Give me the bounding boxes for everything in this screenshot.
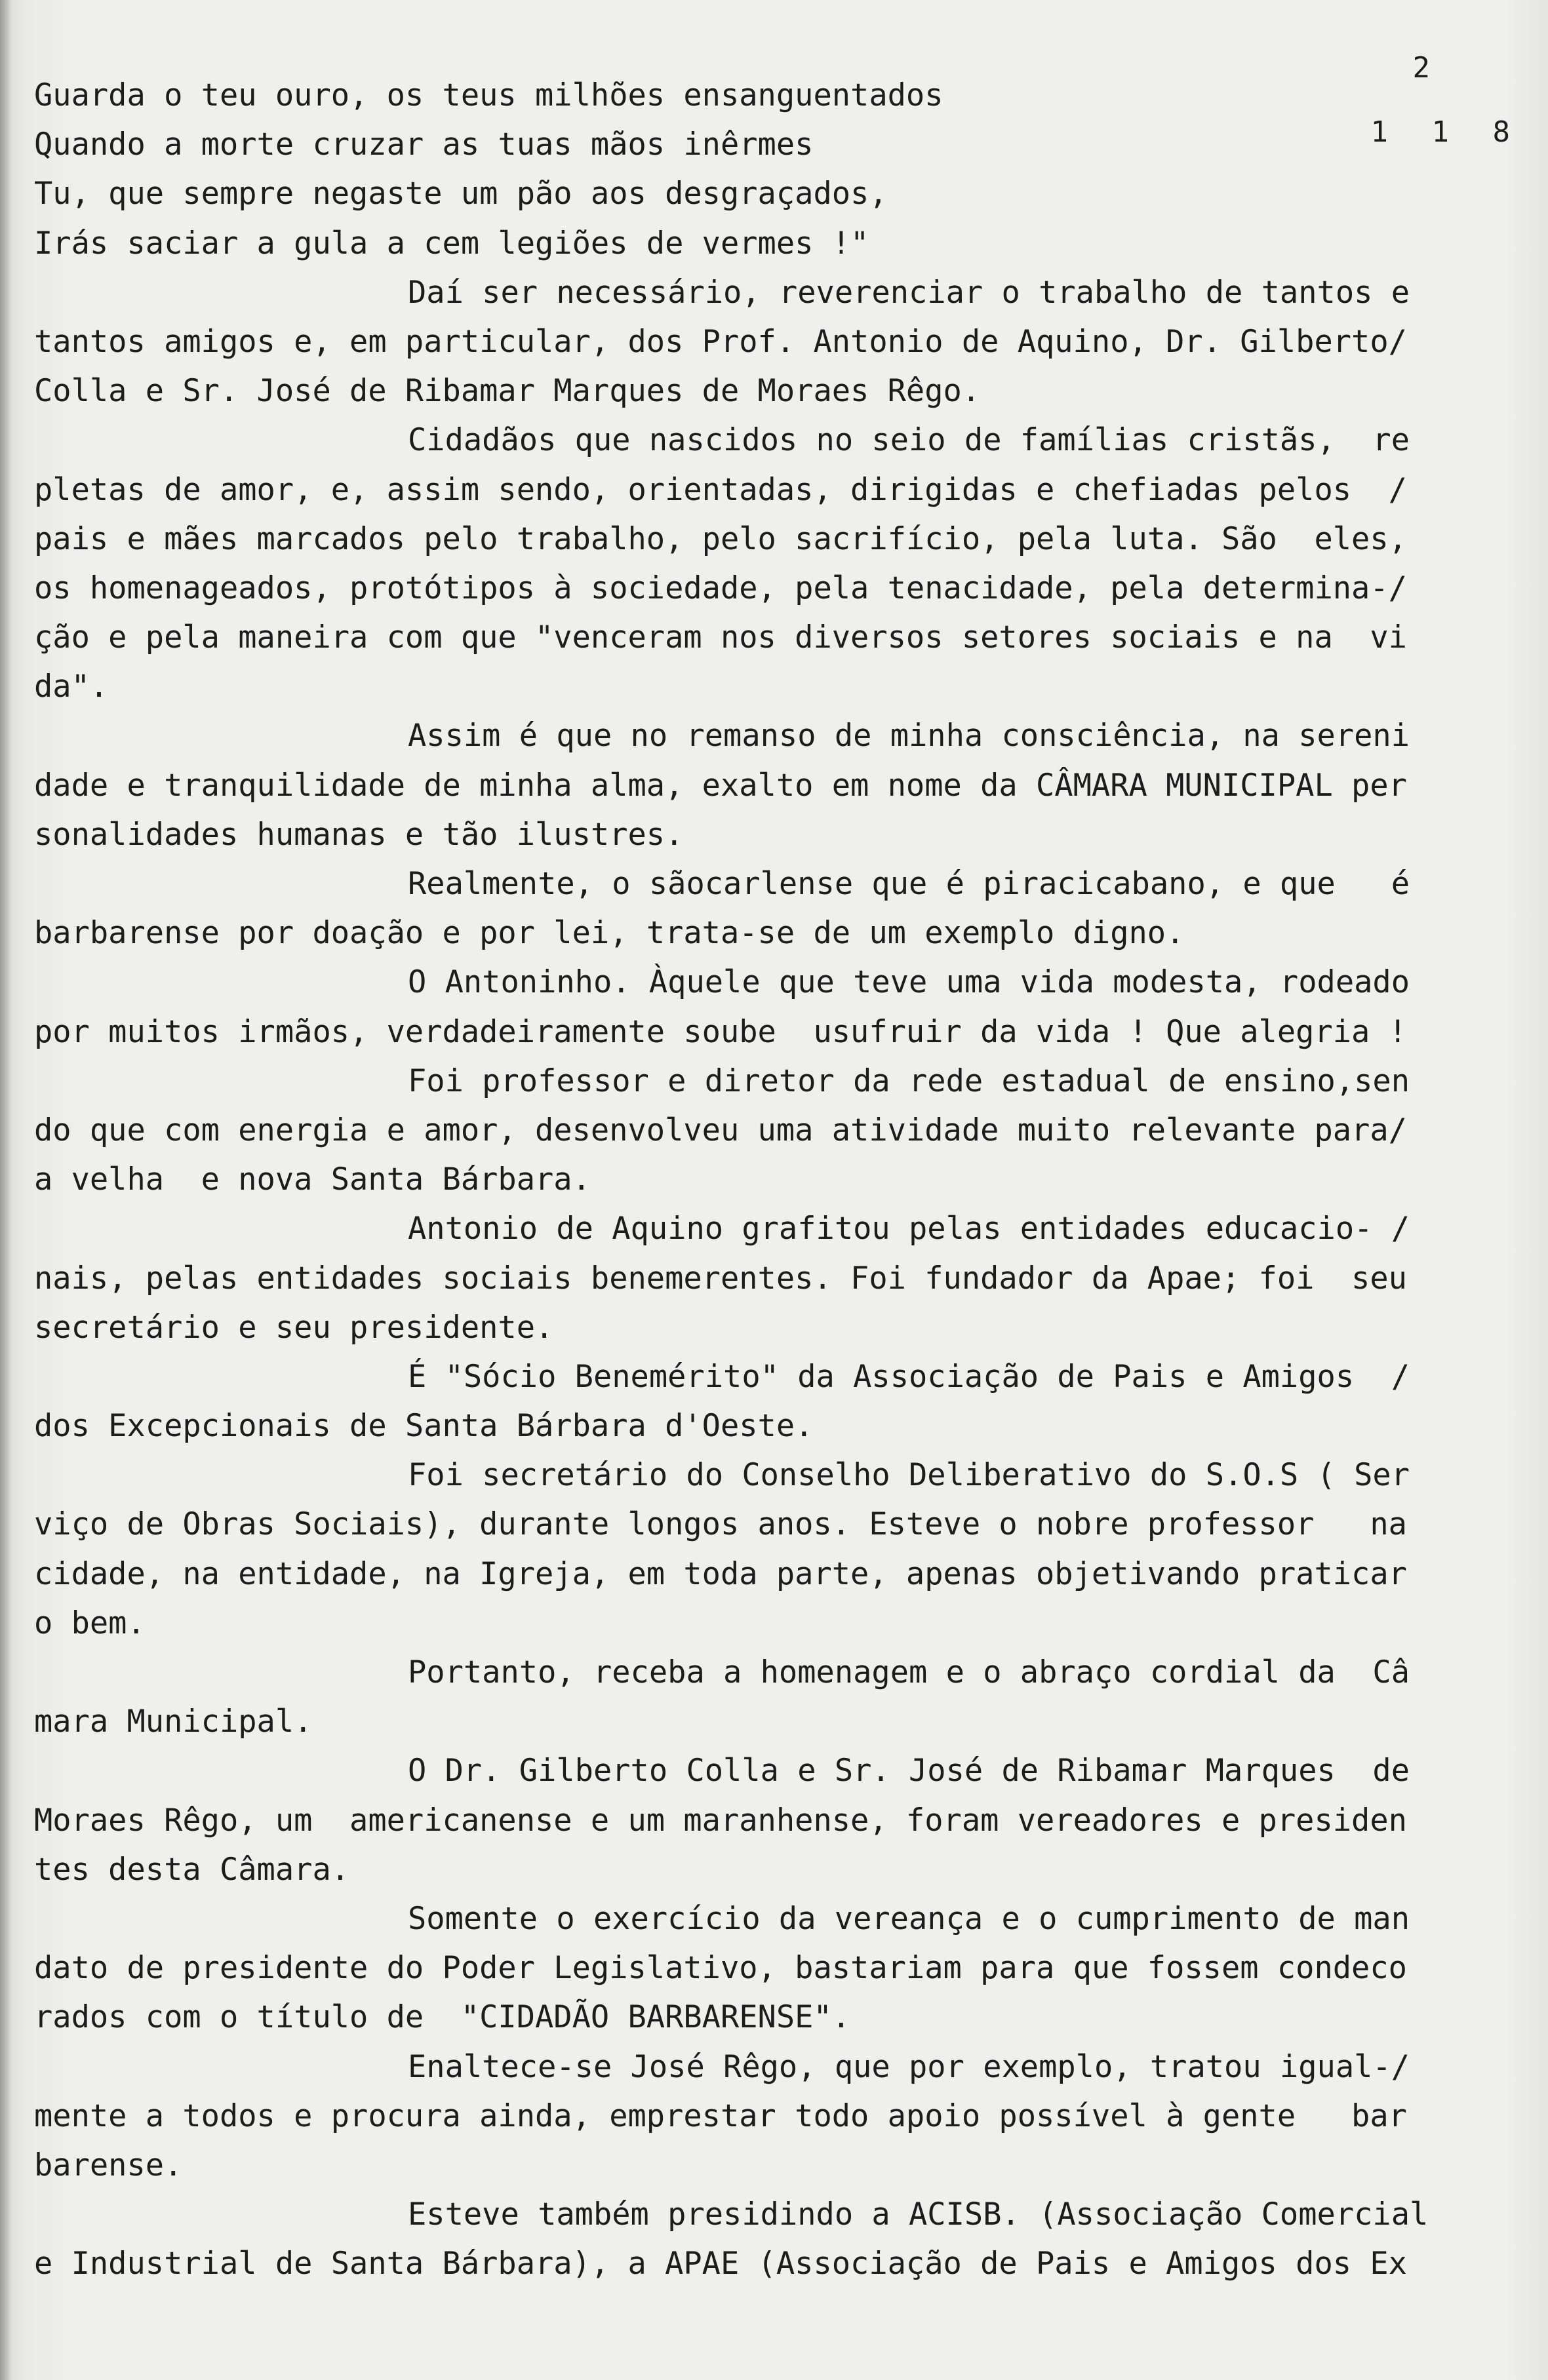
text-line: Tu, que sempre negaste um pão aos desgraçados, [34, 176, 888, 212]
text-line: Cidadãos que nascidos no seio de famílias cristãs, re [408, 422, 1410, 459]
text-line: do que com energia e amor, desenvolveu uma atividade muito relevante para/ [34, 1112, 1407, 1148]
text-line: rados com o título de "CIDADÃO BARBARENSE". [34, 1999, 851, 2036]
text-line: Enaltece-se José Rêgo, que por exemplo, tratou igual-/ [408, 2048, 1410, 2085]
text-line: os homenageados, protótipos à sociedade, pela tenacidade, pela determina-/ [34, 570, 1407, 606]
text-line: O Antoninho. Àquele que teve uma vida modesta, rodeado [408, 964, 1410, 1001]
text-line: pais e mães marcados pelo trabalho, pelo sacrifício, pela luta. São eles, [34, 520, 1407, 557]
text-line: nais, pelas entidades sociais benemerentes. Foi fundador da Apae; foi seu [34, 1260, 1407, 1297]
text-line: tantos amigos e, em particular, dos Prof. Antonio de Aquino, Dr. Gilberto/ [34, 323, 1407, 360]
text-line: pletas de amor, e, assim sendo, orientadas, dirigidas e chefiadas pelos / [34, 471, 1407, 508]
text-line: mente a todos e procura ainda, emprestar todo apoio possível à gente bar [34, 2097, 1407, 2134]
text-line: Somente o exercício da vereança e o cumprimento de man [408, 1900, 1410, 1937]
text-line: a velha e nova Santa Bárbara. [34, 1161, 591, 1198]
text-line: Colla e Sr. José de Ribamar Marques de Moraes Rêgo. [34, 373, 981, 410]
text-line: o bem. [34, 1605, 146, 1641]
text-line: viço de Obras Sociais), durante longos anos. Esteve o nobre professor na [34, 1506, 1407, 1543]
text-line: Guarda o teu ouro, os teus milhões ensanguentados [34, 77, 943, 113]
text-line: É "Sócio Benemérito" da Associação de Pais e Amigos / [408, 1358, 1410, 1395]
text-line: da". [34, 669, 109, 705]
text-line: dato de presidente do Poder Legislativo, bastariam para que fossem condeco [34, 1950, 1407, 1987]
text-line: mara Municipal. [34, 1704, 313, 1740]
text-line: ção e pela maneira com que "venceram nos diversos setores sociais e na vi [34, 619, 1407, 656]
text-line: Realmente, o sãocarlense que é piracicabano, e que é [408, 866, 1410, 902]
text-line: barbarense por doação e por lei, trata-se de um exemplo digno. [34, 915, 1185, 952]
text-line: tes desta Câmara. [34, 1851, 350, 1888]
text-line: Portanto, receba a homenagem e o abraço cordial da Câ [408, 1654, 1410, 1690]
text-line: e Industrial de Santa Bárbara), a APAE (Associação de Pais e Amigos dos Ex [34, 2246, 1407, 2282]
text-line: Antonio de Aquino grafitou pelas entidades educacio- / [408, 1211, 1410, 1247]
text-line: O Dr. Gilberto Colla e Sr. José de Ribamar Marques de [408, 1753, 1410, 1789]
text-line: Irás saciar a gula a cem legiões de vermes !" [34, 225, 869, 262]
text-line: Quando a morte cruzar as tuas mãos inêrmes [34, 127, 814, 163]
text-line: barense. [34, 2147, 183, 2183]
text-line: cidade, na entidade, na Igreja, em toda parte, apenas objetivando praticar [34, 1555, 1407, 1592]
text-line: dade e tranquilidade de minha alma, exalto em nome da CÂMARA MUNICIPAL per [34, 767, 1407, 804]
text-line: sonalidades humanas e tão ilustres. [34, 816, 684, 853]
text-line: Foi secretário do Conselho Deliberativo do S.O.S ( Ser [408, 1457, 1410, 1494]
text-line: dos Excepcionais de Santa Bárbara d'Oeste. [34, 1408, 814, 1445]
page-number: 2 [1412, 51, 1431, 85]
text-line: Assim é que no remanso de minha consciência, na sereni [408, 718, 1410, 754]
page-edge-shadow [0, 0, 12, 2380]
text-line: por muitos irmãos, verdadeiramente soube usufruir da vida ! Que alegria ! [34, 1013, 1407, 1050]
body-text [34, 71, 1483, 2288]
folio-number: 1 1 8 [1370, 115, 1523, 149]
text-line: secretário e seu presidente. [34, 1309, 554, 1346]
text-line: Foi professor e diretor da rede estadual de ensino,sen [408, 1063, 1410, 1099]
text-line: Esteve também presidindo a ACISB. (Associação Comercial [408, 2196, 1429, 2233]
text-line: Daí ser necessário, reverenciar o trabalho de tantos e [408, 274, 1410, 311]
text-line: Moraes Rêgo, um americanense e um maranhense, foram vereadores e presiden [34, 1802, 1407, 1839]
